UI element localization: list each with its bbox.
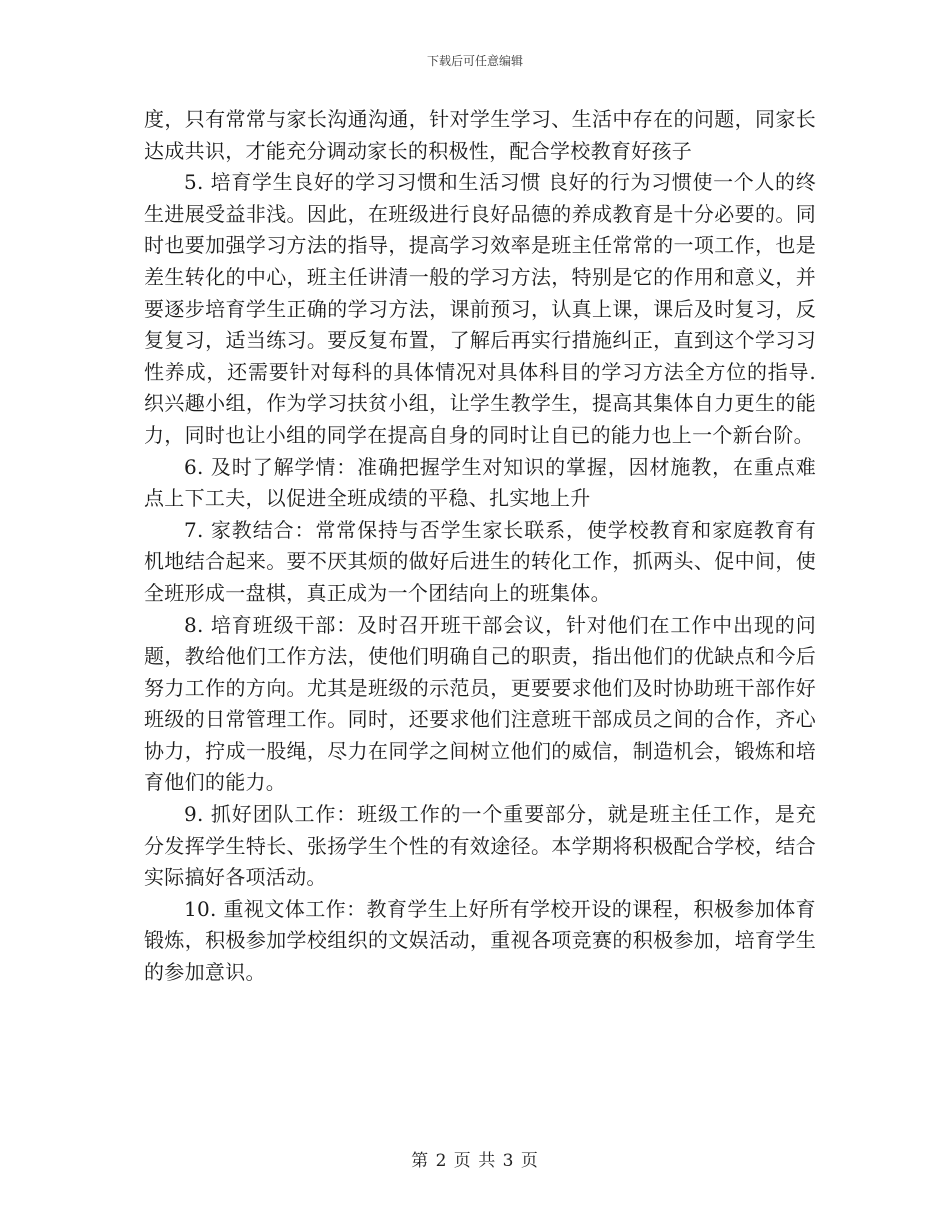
paragraph-item-10: 10. 重视文体工作：教育学生上好所有学校开设的课程，积极参加体育锻炼，积极参加学校组织的文娱活动，重视各项竞赛的积极参加，培育学生的参加意识。 <box>144 896 816 985</box>
page-number-footer: 第 2 页 共 3 页 <box>411 1151 539 1171</box>
paragraph-item-5: 5. 培育学生良好的学习习惯和生活习惯 良好的行为习惯使一个人的终生进展受益非浅。因此，在班级进行良好品德的养成教育是十分必要的。同时也要加强学习方法的指导，提高学习效率是班主任常常的一项工作，也是差生转化的中心，班主任讲清一般的学习方法，特别是它的作用和意义，并要逐步培育学生正确的学习方法，课前预习，认真上课，课后及时复习，反复复习，适当练习。要反复布置，了解后再实行措施纠正，直到这个学习习性养成，还需要针对每科的具体情况对具体科目的学习方法全方位的指导.织兴趣小组，作为学习扶贫小组，让学生教学生，提高其集体自力更生的能力，同时也让小组的同学在提高自身的同时让自已的能力也上一个新台阶。 <box>144 170 816 447</box>
page-header: 下载后可任意编辑 <box>426 54 523 68</box>
paragraph-item-8: 8. 培育班级干部：及时召开班干部会议，针对他们在工作中出现的问题，教给他们工作方法，使他们明确自己的职责，指出他们的优缺点和今后努力工作的方向。尤其是班级的示范员，更要要求他们及时协助班干部作好班级的日常管理工作。同时，还要求他们注意班干部成员之间的合作，齐心协力，拧成一股绳，尽力在同学之间树立他们的威信，制造机会，锻炼和培育他们的能力。 <box>144 612 816 795</box>
paragraph-item-7: 7. 家教结合：常常保持与否学生家长联系，使学校教育和家庭教育有机地结合起来。要不厌其烦的做好后进生的转化工作，抓两头、促中间，使全班形成一盘棋，真正成为一个团结向上的班集体。 <box>144 517 816 605</box>
document-body <box>144 104 816 989</box>
paragraph-item-6: 6. 及时了解学情：准确把握学生对知识的掌握，因材施教，在重点难点上下工夫，以促进全班成绩的平稳、扎实地上升 <box>144 454 816 511</box>
paragraph-item-9: 9. 抓好团队工作：班级工作的一个重要部分，就是班主任工作，是充分发挥学生特长、张扬学生个性的有效途径。本学期将积极配合学校，结合实际搞好各项活动。 <box>144 802 816 890</box>
paragraph-continuation: 度，只有常常与家长沟通沟通，针对学生学习、生活中存在的问题，同家长达成共识，才能充分调动家长的积极性，配合学校教育好孩子 <box>144 107 816 163</box>
